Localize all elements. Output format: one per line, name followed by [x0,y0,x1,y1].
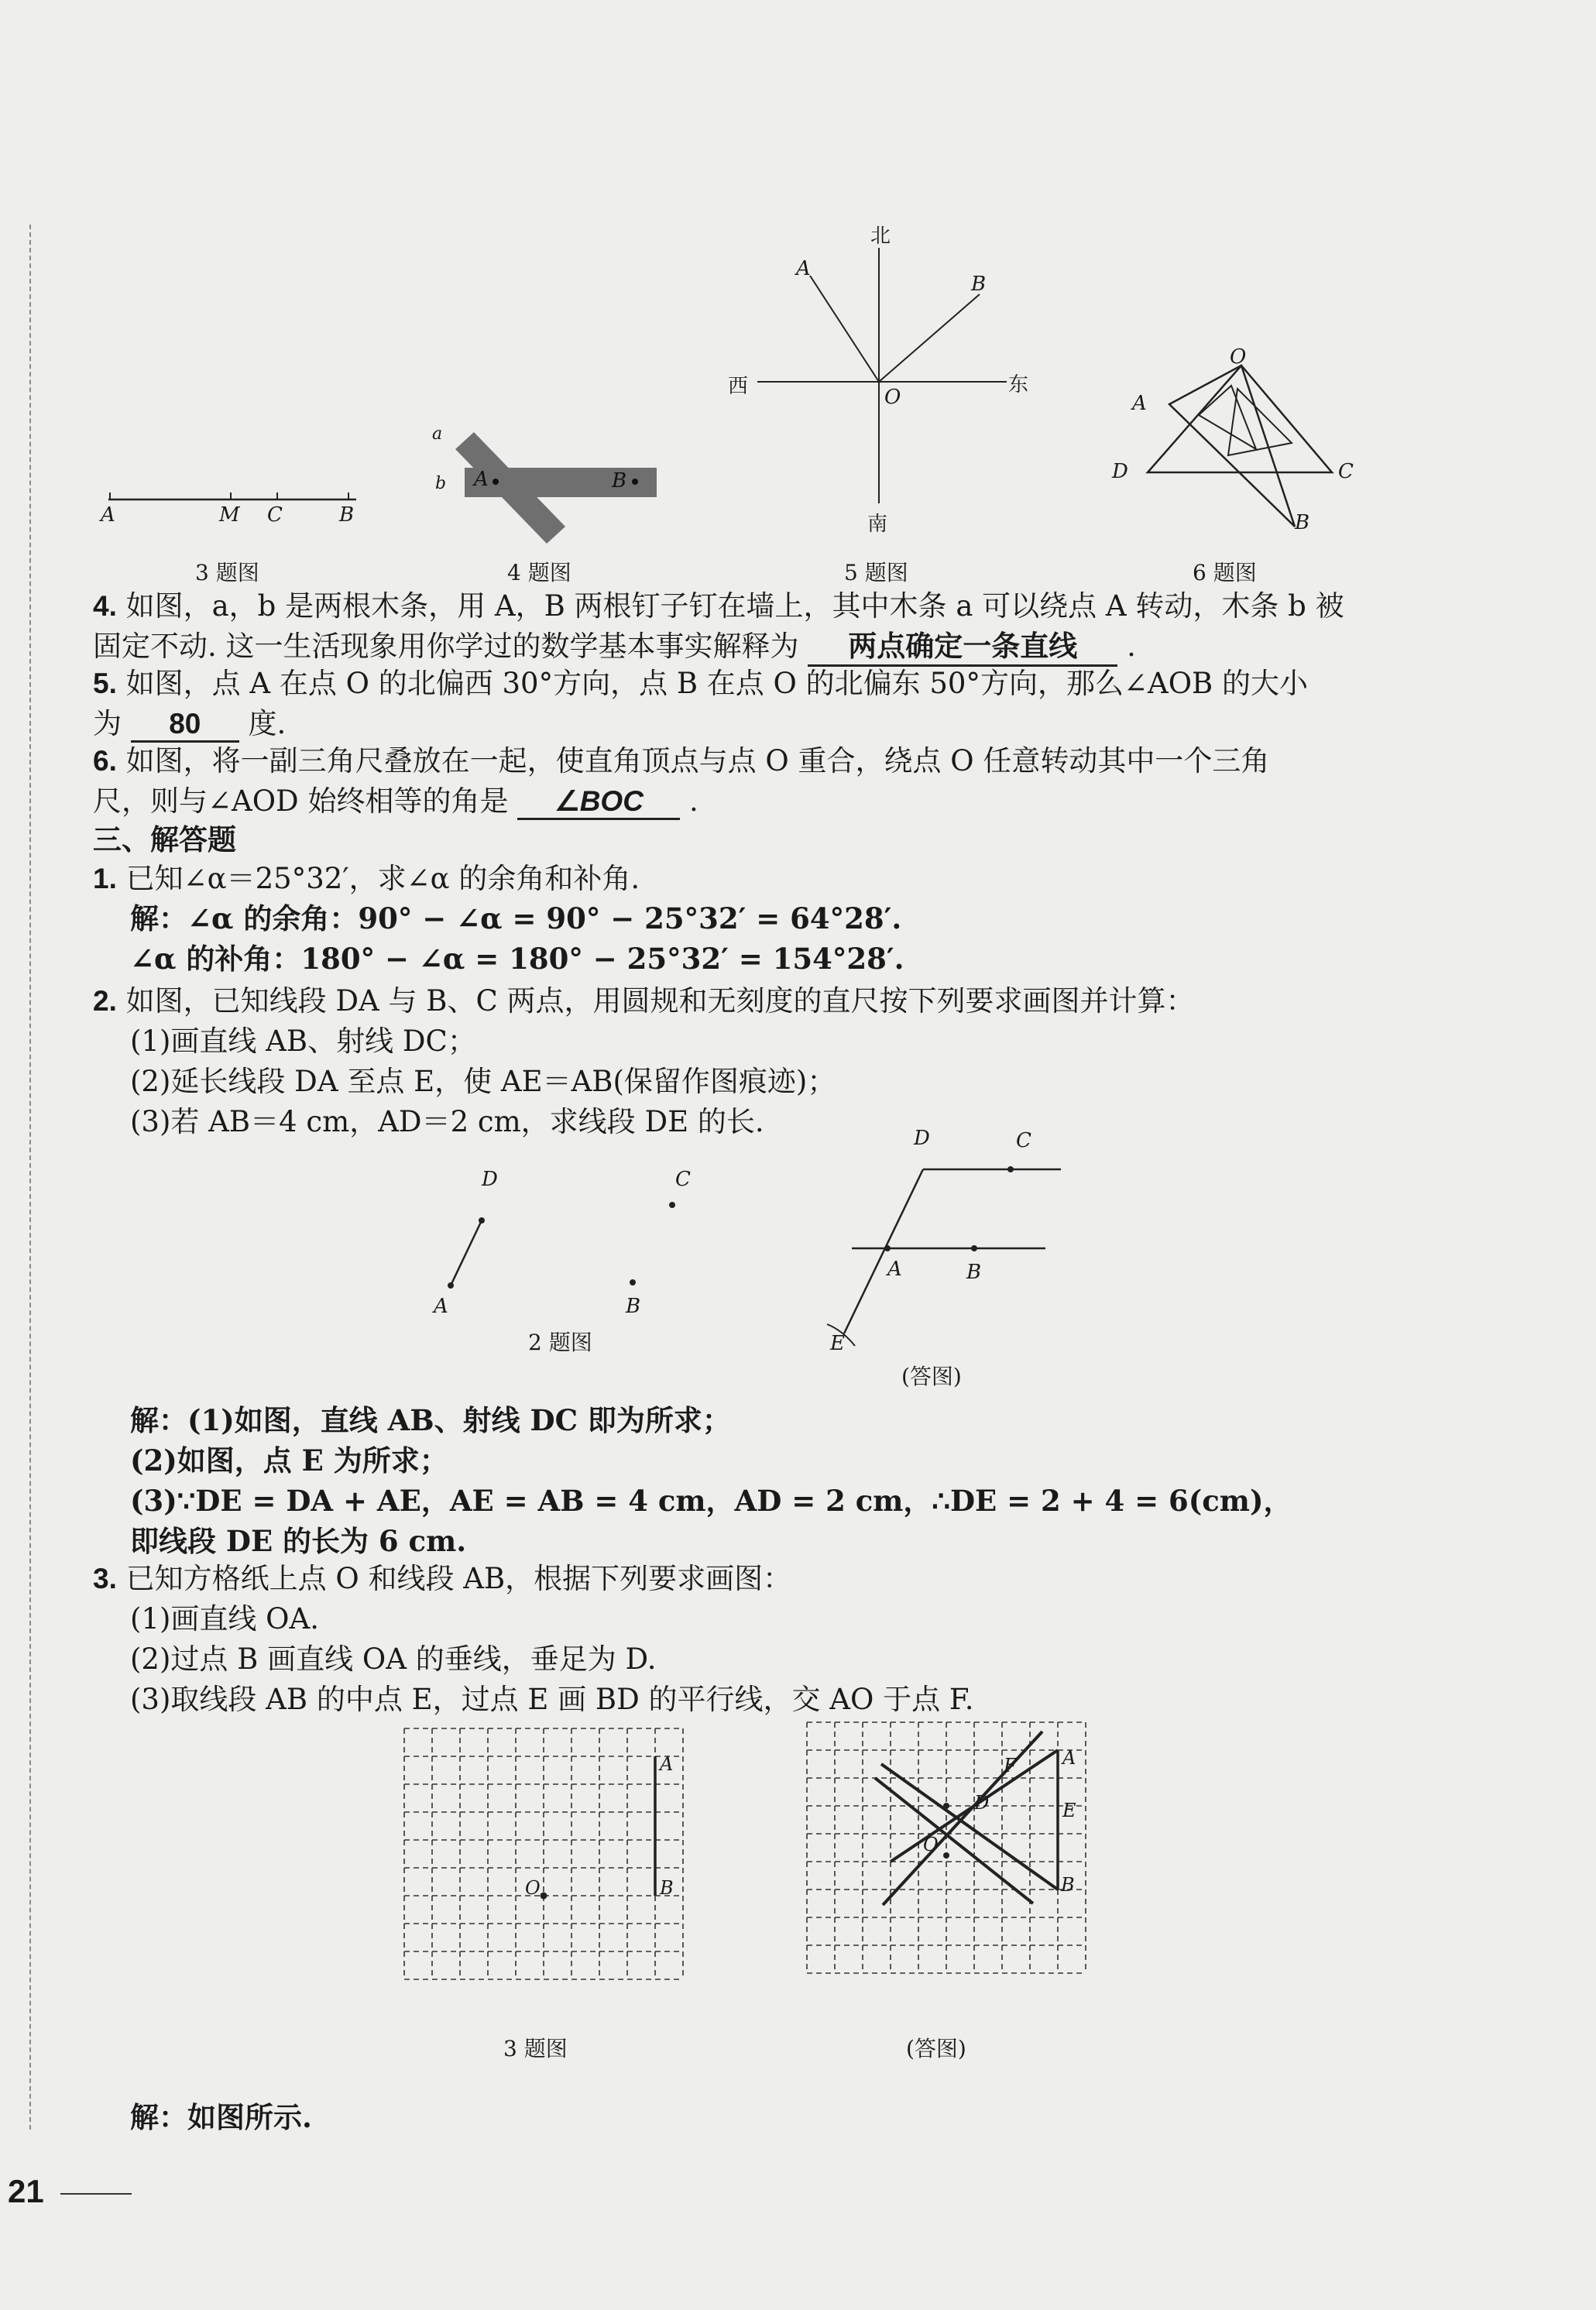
fig5-label-north: 北 [870,225,891,248]
q2-fig-caption: 2 题图 [528,1330,592,1355]
q6-line1: 如图，将一副三角尺叠放在一起，使直角顶点与点 O 重合，绕点 O 任意转动其中一个三角 [125,744,1270,777]
fig3-label-c: C [267,503,283,527]
s3-q2-number: 2. [93,985,117,1017]
segment-ticks [110,493,348,499]
fig6-label-d: D [1112,460,1128,483]
fig4-caption: 4 题图 [507,560,571,585]
fig6-caption: 6 题图 [1193,560,1257,585]
ans3-label-a: A [1062,1747,1076,1769]
q6-line2: 尺，则与∠AOD 始终相等的角是 [93,784,509,818]
s3-q3-part-1: (1)画直线 OA. [130,1602,319,1636]
q4-line2: 固定不动. 这一生活现象用你学过的数学基本事实解释为 [93,630,799,663]
ans2-label-e: E [830,1332,845,1355]
nail-a [493,479,499,485]
fig5-label-south: 南 [867,513,888,536]
fig5-label-b: B [971,273,987,296]
fig6-label-c: C [1338,460,1354,483]
ans2-label-d: D [914,1127,930,1150]
q5-number: 5. [93,668,117,699]
question-5 [93,660,1409,740]
q4-line2-end: . [1127,630,1136,663]
q5-line1: 如图，点 A 在点 O 的北偏西 30°方向，点 B 在点 O 的北偏东 50°方向，那么∠AOB 的大小 [125,667,1308,700]
ans3-label-f: F [1004,1755,1017,1776]
s3-q2-solution-2: (2)如图，点 E 为所求； [130,1443,448,1478]
fig6-label-a: A [1132,392,1147,415]
ans2-caption: (答图) [901,1364,962,1389]
answer-figure-q2 [821,1131,1069,1363]
page-number-rule [60,2193,132,2195]
figure-4-wood-strips [434,418,666,550]
s3-q3-text: 已知方格纸上点 O 和线段 AB，根据下列要求画图： [125,1562,792,1595]
fig4-label-b-strip: b [435,474,447,493]
s3-q3-number: 3. [93,1563,117,1594]
fig3-label-a: A [101,503,115,527]
s3-q1-number: 1. [93,863,117,894]
fig6-label-b: B [1295,511,1310,534]
s3-q3-part-3: (3)取线段 AB 的中点 E，过点 E 画 BD 的平行线，交 AO 于点 F. [130,1683,974,1716]
answer-figure-q3-grid [805,1721,1092,1999]
q3-fig-label-o: O [525,1877,541,1899]
q4-number: 4. [93,590,117,622]
fig6-label-o: O [1230,345,1247,369]
fig3-label-b: B [339,503,355,527]
ans3-label-d: D [974,1792,990,1814]
fig4-label-b-nail: B [612,469,627,493]
s3-q2-solution-1: 解：(1)如图，直线 AB、射线 DC 即为所求； [130,1403,731,1437]
s3-q2-solution-3: (3)∵DE = DA + AE，AE = AB = 4 cm，AD = 2 cm，∴DE = 2 + 4 = 6(cm)， [130,1484,1292,1518]
s3-q2-solution [130,1397,1416,1560]
ans2-label-a: A [887,1258,902,1281]
s3-question-3 [93,1555,1409,1718]
q5-line2: 为 [93,707,122,740]
fig5-caption: 5 题图 [844,560,908,585]
q2-fig-label-d: D [482,1168,498,1191]
fig3-label-m: M [219,503,240,527]
fig3-caption: 3 题图 [195,560,259,585]
s3-q2-text: 如图，已知线段 DA 与 B、C 两点，用圆规和无刻度的直尺按下列要求画图并计算： [125,984,1195,1018]
s3-q3-solution: 解：如图所示. [130,2100,312,2134]
ans3-label-e: E [1062,1800,1076,1821]
s3-q1-solution-1: 解：∠α 的余角：90° − ∠α = 90° − 25°32′ = 64°28′. [130,901,902,935]
page-number-text: 21 [8,2173,44,2209]
section-3-title: 三、解答题 [93,822,236,856]
q6-answer-blank: ∠BOC [517,784,680,820]
figure-6-set-squares [1115,341,1371,534]
q3-fig-label-a: A [660,1753,674,1775]
fig5-label-west: 西 [728,375,749,398]
ans3-label-o: O [923,1834,939,1855]
ans2-label-c: C [1016,1129,1031,1152]
q6-number: 6. [93,745,117,777]
fig4-label-a-strip: a [432,424,443,444]
q3-fig-caption: 3 题图 [503,2036,568,2061]
q6-line2-end: . [689,784,698,818]
page-number [8,2173,44,2210]
s3-q2-part-2: (2)延长线段 DA 至点 E，使 AE＝AB(保留作图痕迹)； [130,1065,836,1098]
figure-q2 [434,1177,697,1332]
question-6 [93,737,1409,818]
ans2-label-b: B [966,1261,982,1284]
s3-q2-part-1: (1)画直线 AB、射线 DC； [130,1025,476,1058]
figure-q3-grid [403,1727,689,2006]
q5-line2-end: 度. [248,707,287,740]
fig5-label-a: A [796,257,811,280]
binding-margin-line [29,225,31,2130]
s3-q1-text: 已知∠α＝25°32′，求∠α 的余角和补角. [125,862,640,895]
question-4 [93,582,1409,663]
q3-fig-label-b: B [660,1877,674,1899]
q4-line1: 如图，a，b 是两根木条，用 A，B 两根钉子钉在墙上，其中木条 a 可以绕点 A 转动，木条 b 被 [125,589,1344,623]
s3-q2-part-3: (3)若 AB＝4 cm，AD＝2 cm，求线段 DE 的长. [130,1105,764,1138]
nail-b [632,479,638,485]
s3-q3-part-2: (2)过点 B 画直线 OA 的垂线，垂足为 D. [130,1642,657,1676]
s3-question-2 [93,977,1409,1140]
q2-fig-label-b: B [626,1295,641,1318]
ans3-label-b: B [1061,1874,1075,1896]
q2-fig-label-a: A [434,1295,448,1318]
s3-q1-solution-2: ∠α 的补角：180° − ∠α = 180° − 25°32′ = 154°28′. [130,942,904,976]
q2-fig-label-c: C [675,1168,691,1191]
fig5-label-east: 东 [1008,373,1029,396]
s3-q2-solution-4: 即线段 DE 的长为 6 cm. [130,1524,467,1558]
fig5-label-o: O [884,386,901,409]
ans3-caption: (答图) [906,2036,966,2061]
q5-answer-blank: 80 [131,708,239,743]
s3-question-1 [93,855,1409,979]
q4-answer-blank: 两点确定一条直线 [808,623,1117,667]
fig4-label-a-nail: A [474,468,489,491]
